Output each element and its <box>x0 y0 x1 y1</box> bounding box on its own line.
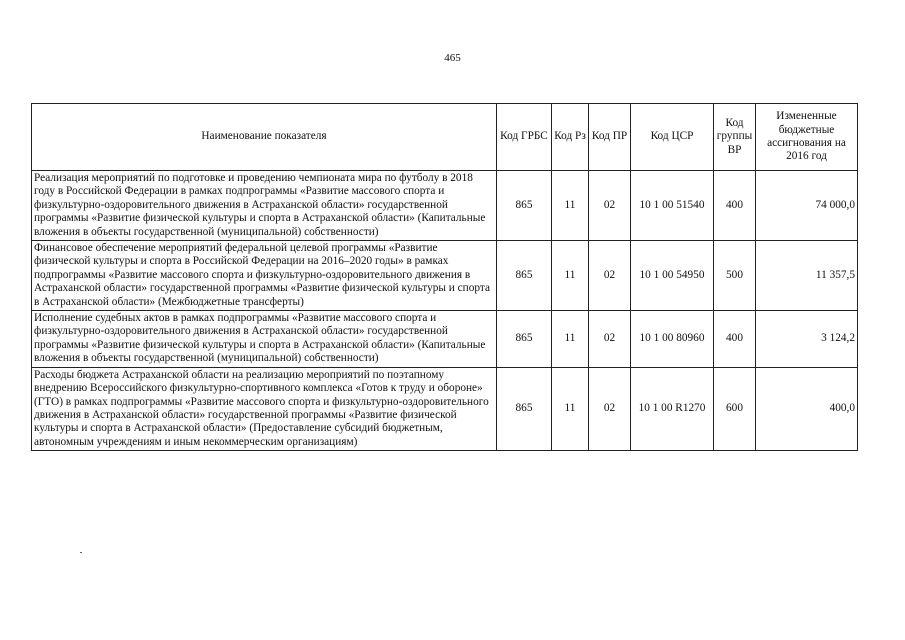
row-name: Расходы бюджета Астраханской области на реализацию мероприятий по поэтапному внедрению Всероссийского физкультурно-спортивного комплекса «Готов к труду и обороне» (ГТО) в рамках подпрограммы «Развитие массового спорта и физкультурно-оздоровительного движения в Астраханской области» государственной программы «Развитие физической культуры и спорта в Астраханской области» (Предоставление субсидий бюджетным, автономным учреждениям и иным некоммерческим организациям) <box>32 367 497 450</box>
row-name: Финансовое обеспечение мероприятий федеральной целевой программы «Развитие физической культуры и спорта в Российской Федерации на 2016–2020 годы» в рамках подпрограммы «Развитие массового спорта и физкультурно-оздоровительного движения в Астраханской области» государственной программы «Развитие физической культуры и спорта в Астраханской области» (Межбюджетные трансферты) <box>32 241 497 311</box>
row-vr: 400 <box>714 311 756 368</box>
row-csr: 10 1 00 R1270 <box>631 367 714 450</box>
page-number: 465 <box>444 52 461 64</box>
row-grbs: 865 <box>497 241 552 311</box>
row-csr: 10 1 00 51540 <box>631 171 714 241</box>
row-vr: 500 <box>714 241 756 311</box>
row-pr: 02 <box>589 171 631 241</box>
row-vr: 400 <box>714 171 756 241</box>
header-vr: Код группы ВР <box>714 104 756 171</box>
row-rz: 11 <box>552 241 589 311</box>
row-pr: 02 <box>589 241 631 311</box>
row-rz: 11 <box>552 171 589 241</box>
header-name: Наименование показателя <box>32 104 497 171</box>
row-sum: 3 124,2 <box>756 311 858 368</box>
row-grbs: 865 <box>497 367 552 450</box>
row-grbs: 865 <box>497 311 552 368</box>
header-sum: Измененные бюджетные ассигнования на 2016 год <box>756 104 858 171</box>
row-pr: 02 <box>589 367 631 450</box>
table-header-row <box>32 104 858 171</box>
header-rz: Код Рз <box>552 104 589 171</box>
row-sum: 11 357,5 <box>756 241 858 311</box>
row-vr: 600 <box>714 367 756 450</box>
table-row <box>32 367 858 450</box>
scan-speck <box>80 552 82 553</box>
budget-table <box>31 103 858 451</box>
table-row <box>32 171 858 241</box>
table-row <box>32 241 858 311</box>
row-csr: 10 1 00 80960 <box>631 311 714 368</box>
header-pr: Код ПР <box>589 104 631 171</box>
row-grbs: 865 <box>497 171 552 241</box>
row-pr: 02 <box>589 311 631 368</box>
row-csr: 10 1 00 54950 <box>631 241 714 311</box>
header-grbs: Код ГРБС <box>497 104 552 171</box>
row-rz: 11 <box>552 367 589 450</box>
table-row <box>32 311 858 368</box>
header-csr: Код ЦСР <box>631 104 714 171</box>
row-name: Реализация мероприятий по подготовке и проведению чемпионата мира по футболу в 2018 году в Российской Федерации в рамках подпрограммы «Развитие массового спорта и физкультурно-оздоровительного движения в Астраханской области» государственной программы «Развитие физической культуры и спорта в Астраханской области» (Капитальные вложения в объекты государственной (муниципальной) собственности) <box>32 171 497 241</box>
row-sum: 74 000,0 <box>756 171 858 241</box>
row-name: Исполнение судебных актов в рамках подпрограммы «Развитие массового спорта и физкультурно-оздоровительного движения в Астраханской области» государственной программы «Развитие физической культуры и спорта в Астраханской области» (Капитальные вложения в объекты государственной (муниципальной) собственности) <box>32 311 497 368</box>
row-rz: 11 <box>552 311 589 368</box>
row-sum: 400,0 <box>756 367 858 450</box>
